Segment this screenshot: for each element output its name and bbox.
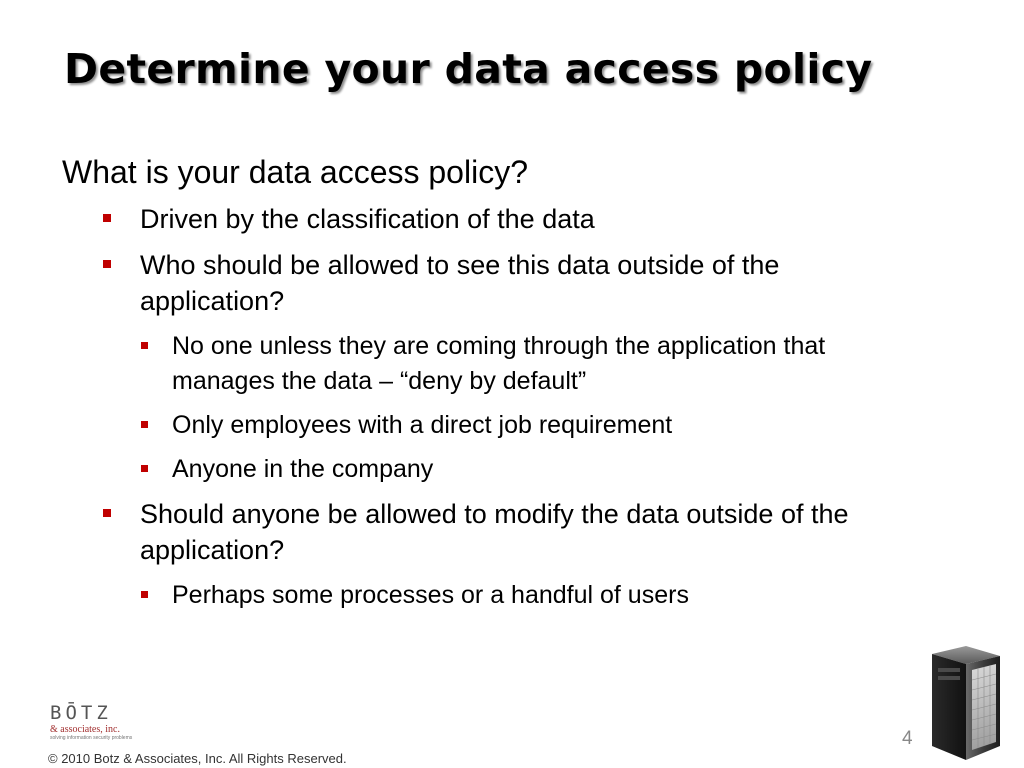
page-number: 4 bbox=[902, 728, 913, 749]
bullet-text-continued: application? bbox=[140, 535, 285, 565]
bullet-level2-item bbox=[172, 452, 982, 487]
bullet-text: Perhaps some processes or a handful of users bbox=[172, 581, 689, 609]
server-tower-icon bbox=[926, 646, 1006, 764]
slide-title: Determine your data access policy bbox=[64, 45, 873, 93]
bullet-text: Anyone in the company bbox=[172, 455, 434, 483]
logo-tagline: solving information security problems bbox=[50, 735, 133, 741]
slide-body bbox=[62, 152, 982, 622]
logo-subtitle: & associates, inc. bbox=[50, 724, 120, 735]
bullet-text-continued: application? bbox=[140, 286, 285, 316]
bullet-text: No one unless they are coming through the application that bbox=[172, 332, 826, 360]
bullet-level1-item bbox=[140, 247, 982, 319]
bullet-level2-item bbox=[172, 578, 982, 613]
bullet-text: Driven by the classification of the data bbox=[140, 204, 595, 234]
bullet-text: Should anyone be allowed to modify the data outside of the bbox=[140, 499, 849, 529]
bullet-level1-item bbox=[140, 496, 982, 568]
bullet-level0-question: What is your data access policy? bbox=[62, 154, 528, 190]
bullet-level2-item bbox=[172, 329, 982, 399]
square-bullet-icon bbox=[103, 260, 111, 268]
square-bullet-icon bbox=[141, 591, 148, 598]
square-bullet-icon bbox=[141, 342, 148, 349]
bullet-text: Who should be allowed to see this data outside of the bbox=[140, 250, 780, 280]
bullet-text: Only employees with a direct job requirement bbox=[172, 411, 673, 439]
square-bullet-icon bbox=[141, 421, 148, 428]
bullet-text-continued: manages the data – “deny by default” bbox=[172, 367, 587, 395]
square-bullet-icon bbox=[103, 214, 111, 222]
square-bullet-icon bbox=[141, 465, 148, 472]
logo-wordmark: BŌTZ bbox=[50, 702, 112, 724]
square-bullet-icon bbox=[103, 509, 111, 517]
bullet-level2-item bbox=[172, 408, 982, 443]
company-logo bbox=[50, 703, 170, 747]
copyright-notice: © 2010 Botz & Associates, Inc. All Rights Reserved. bbox=[48, 751, 347, 766]
bullet-level1-item bbox=[140, 201, 982, 237]
